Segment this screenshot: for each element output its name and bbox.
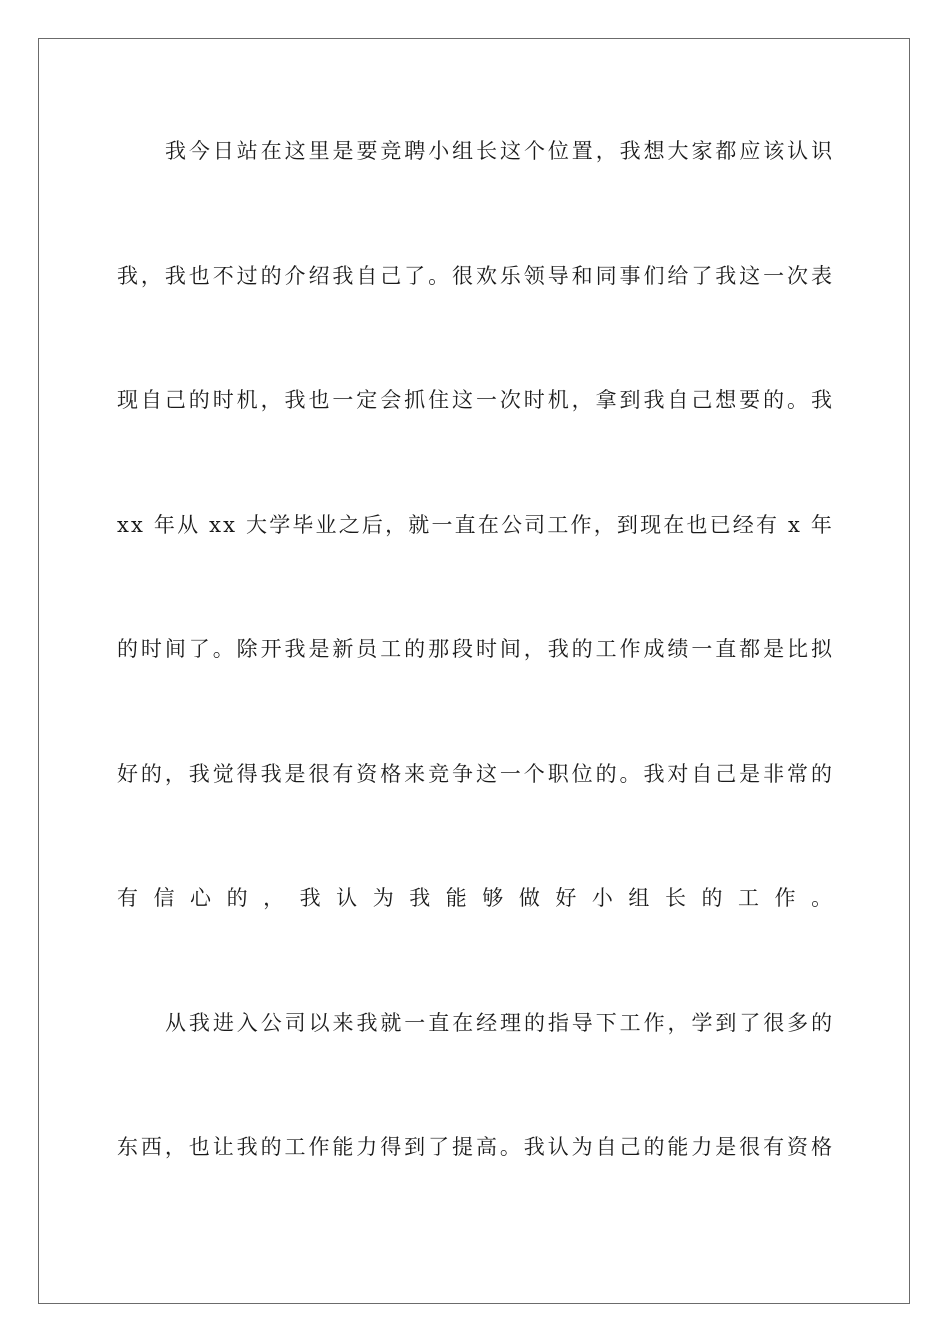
- text-line: 我今日站在这里是要竞聘小组长这个位置，我想大家都应该认识: [165, 139, 836, 163]
- page-border: [38, 38, 910, 1304]
- text-line: 好的，我觉得我是很有资格来竞争这一个职位的。我对自己是非常的: [117, 762, 835, 786]
- text-line: 东西，也让我的工作能力得到了提高。我认为自己的能力是很有资格: [117, 1135, 835, 1159]
- text-line: 有信心的，我认为我能够做好小组长的工作。: [117, 886, 848, 910]
- text-line: 从我进入公司以来我就一直在经理的指导下工作，学到了很多的: [165, 1011, 836, 1035]
- text-line: 的时间了。除开我是新员工的那段时间，我的工作成绩一直都是比拟: [117, 637, 835, 661]
- text-line: 现自己的时机，我也一定会抓住这一次时机，拿到我自己想要的。我: [117, 388, 835, 412]
- text-line: xx 年从 xx 大学毕业之后，就一直在公司工作，到现在也已经有 x 年: [117, 513, 835, 537]
- text-line: 我，我也不过的介绍我自己了。很欢乐领导和同事们给了我这一次表: [117, 264, 835, 288]
